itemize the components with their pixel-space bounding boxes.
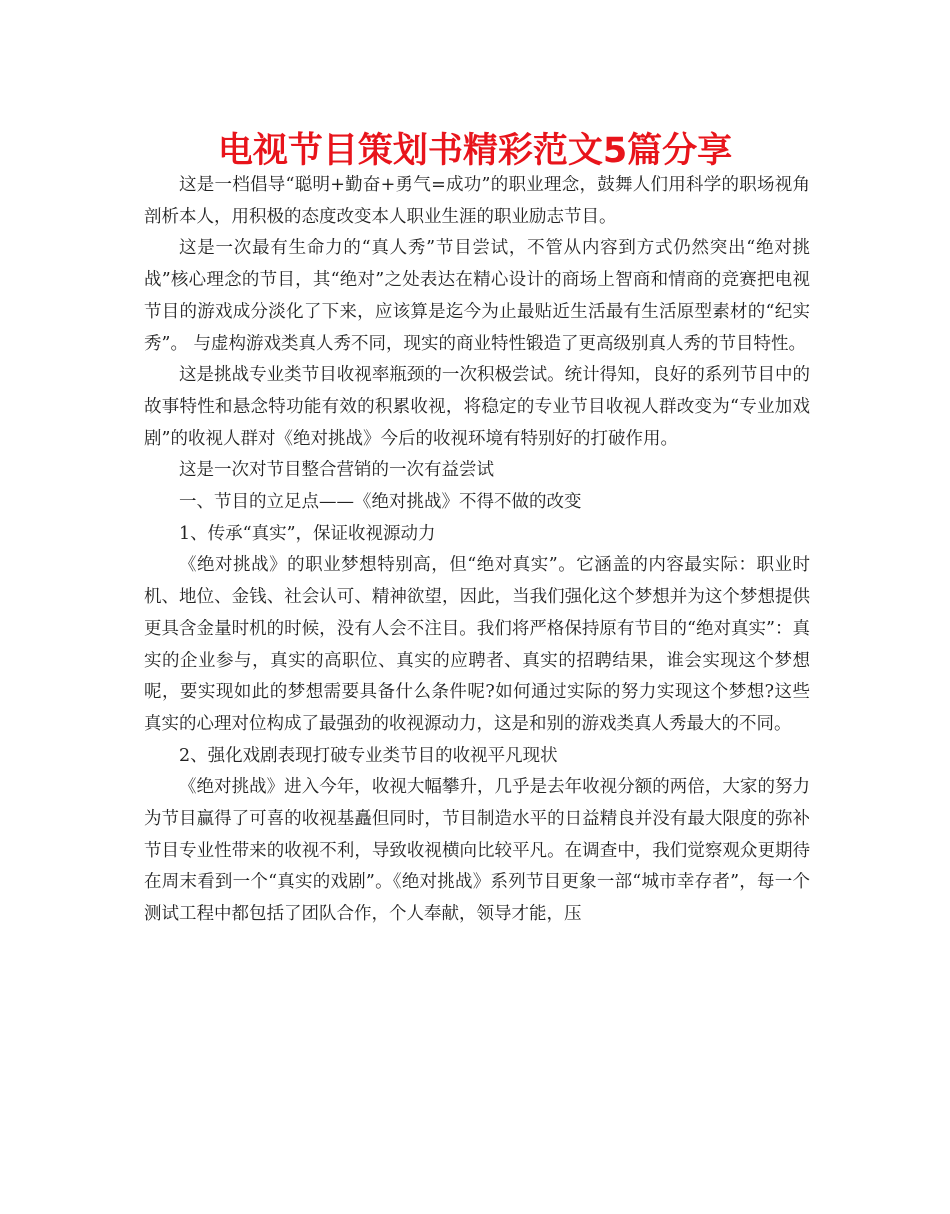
paragraph-3: 这是挑战专业类节目收视率瓶颈的一次积极尝试。统计得知，良好的系列节目中的故事特性和悬念特功能有效的积累收视，将稳定的专业节目收视人群改变为“专业加戏剧”的收视人群对《绝对挑战》今后的收视环境有特别好的打破作用。 [144,365,810,449]
section-heading-1: 一、节目的立足点——《绝对挑战》不得不做的改变 [179,492,582,513]
paragraph-4: 这是一次对节目整合营销的一次有益尝试 [179,460,494,481]
document-title: 电视节目策划书精彩范文5篇分享 [217,131,733,171]
paragraph-5: 《绝对挑战》的职业梦想特别高，但“绝对真实”。它涵盖的内容最实际：职业时机、地位、金钱、社会认可、精神欲望，因此，当我们强化这个梦想并为这个梦想提供更具含金量时机的时候，没有人会不注目。我们将严格保持原有节目的“绝对真实”：真实的企业参与，真实的高职位、真实的应聘者、真实的招聘结果，谁会实现这个梦想呢，要实现如此的梦想需要具备什么条件呢?如何通过实际的努力实现这个梦想?这些真实的心理对位构成了最强劲的收视源动力，这是和别的游戏类真人秀最大的不同。 [144,555,810,734]
paragraph-2: 这是一次最有生命力的“真人秀”节目尝试，不管从内容到方式仍然突出“绝对挑战”核心理念的节目，其“绝对”之处表达在精心设计的商场上智商和情商的竞赛把电视节目的游戏成分淡化了下来，应该算是迄今为止最贴近生活最有生活原型素材的“纪实秀”。 与虚构游戏类真人秀不同，现实的商业特性锻造了更高级别真人秀的节目特性。 [144,238,810,354]
paragraph-6: 《绝对挑战》进入今年，收视大幅攀升，几乎是去年收视分额的两倍，大家的努力为节目赢得了可喜的收视基矗但同时，节目制造水平的日益精良并没有最大限度的弥补节目专业性带来的收视不利，导致收视横向比较平凡。在调查中，我们觉察观众更期待在周末看到一个“真实的戏剧”。《绝对挑战》系列节目更象一部“城市幸存者”，每一个测试工程中都包括了团队合作，个人奉献，领导才能，压 [144,777,810,925]
subheading-2: 2、强化戏剧表现打破专业类节目的收视平凡现状 [179,745,558,766]
document-body [144,170,810,931]
subheading-1: 1、传承“真实”，保证收视源动力 [179,523,436,544]
paragraph-1: 这是一档倡导“聪明+勤奋+勇气=成功”的职业理念，鼓舞人们用科学的职场视角剖析本人，用积极的态度改变本人职业生涯的职业励志节目。 [144,175,810,227]
